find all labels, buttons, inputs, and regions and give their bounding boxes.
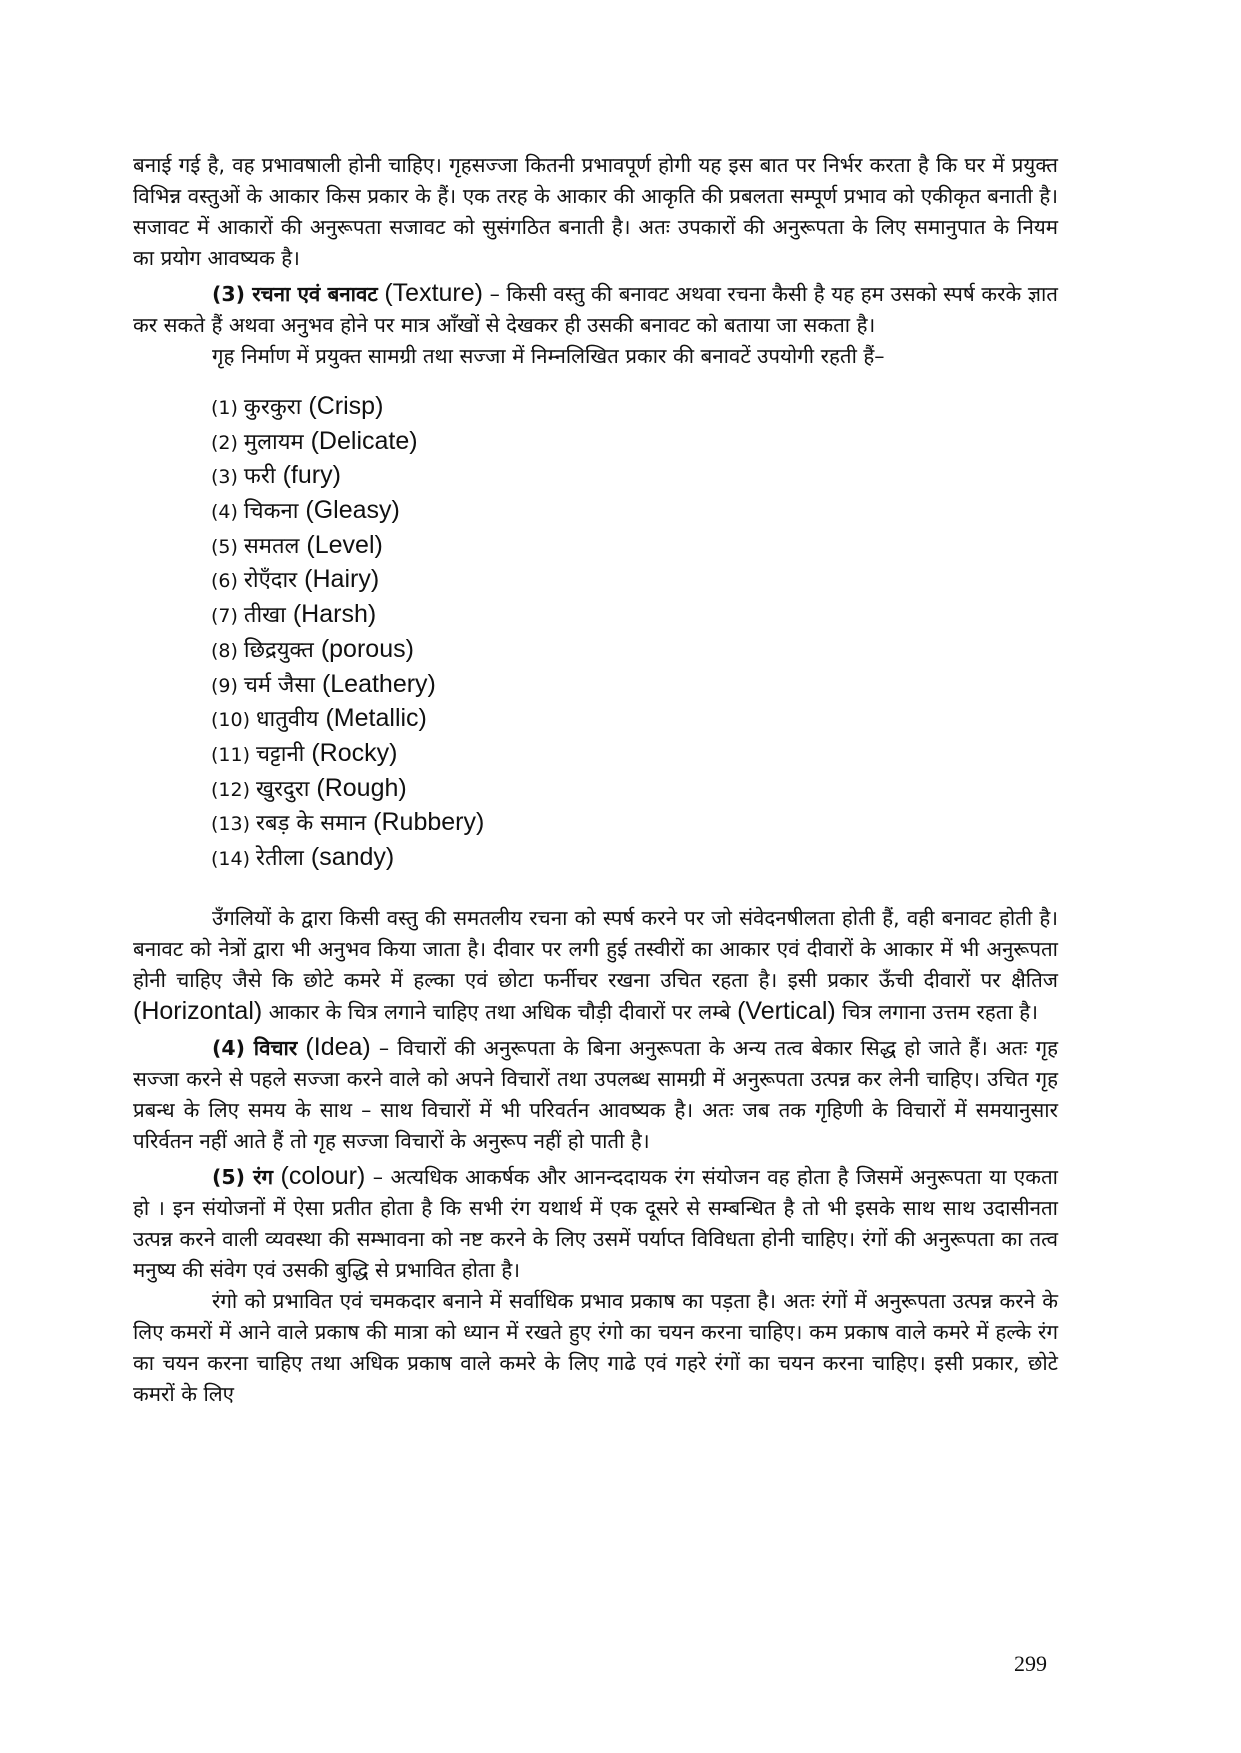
list-item: (8) छिद्रयुक्त (porous) [211, 634, 414, 663]
list-item: (7) तीखा (Harsh) [211, 600, 377, 629]
intro-paragraph: बनाई गई है, वह प्रभावषाली होनी चाहिए। गृहसज्जा कितनी प्रभावपूर्ण होगी यह इस बात पर निर्भर करता है कि घर में प्रयुक्त विभिन्न वस्तुओं के आकार किस प्रकार के हैं। एक तरह के आकार की आकृति की प्रबलता सम्पूर्ण प्रभाव को एकीकृत बनाती है। सजावट में आकारों की अनुरूपता सजावट को सुसंगठित बनाती है। अतः उपकारों की अनुरूपता के लिए समानुपात के नियम का प्रयोग आवष्यक है। [133, 153, 1058, 270]
list-item: (4) चिकना (Gleasy) [211, 496, 400, 525]
vertical-term: (Vertical) [737, 996, 836, 1025]
texture-heading-en: (Texture) [384, 279, 483, 307]
list-item: (9) चर्म जैसा (Leathery) [211, 669, 436, 698]
list-item: (6) रोएँदार (Hairy) [211, 565, 380, 594]
colour-paragraph-2: रंगो को प्रभावित एवं चमकदार बनाने में सर्वाधिक प्रभाव प्रकाष का पड़ता है। अतः रंगों में अनुरूपता उत्पन्न करने के लिए कमरों में आने वाले प्रकाष की मात्रा को ध्यान में रखते हुए रंगो का चयन करना चाहिए। कम प्रकाष वाले कमरे में हल्के रंग का चयन करना चाहिए तथा अधिक प्रकाष वाले कमरे के लिए गाढे एवं गहरे रंगों का चयन करना चाहिए। इसी प्रकार, छोटे कमरों के लिए [133, 1288, 1058, 1406]
list-item: (11) चट्टानी (Rocky) [211, 738, 398, 767]
fingers-paragraph: उँगलियों के द्वारा किसी वस्तु की समतलीय रचना को स्पर्ष करने पर जो संवेदनषीलता होती हैं, वही बनावट होती है। बनावट को नेत्रों द्वारा भी अनुभव किया जाता है। दीवार पर लगी हुई तस्वीरों का आकार एवं दीवारों के आकार में भी अनुरूपता होनी चाहिए जैसे कि छोटे कमरे में हल्का एवं छोटा फर्नीचर रखना उचित रहता है। इसी प्रकार ऊँची दीवारों पर क्षैतिज (Horizontal) आकार के चित्र लगाने चाहिए तथा अधिक चौड़ी दीवारों पर लम्बे (Vertical) चित्र लगाना उत्तम रहता है। [133, 905, 1058, 1025]
list-item: (2) मुलायम (Delicate) [211, 426, 418, 455]
idea-paragraph [133, 1032, 1058, 1157]
colour-heading: (5) रंग [212, 1164, 274, 1189]
colour-paragraph [133, 1161, 1058, 1286]
idea-text: – विचारों की अनुरूपता के बिना अनुरूपता के अन्य तत्व बेकार सिद्ध हो जाते हैं। अतः गृह सज्जा करने से पहले सज्जा करने वाले को अपने विचारों तथा उपलब्ध सामग्री में अनुरूपता उत्पन्न कर लेनी चाहिए। उचित गृह प्रबन्ध के लिए समय के साथ – साथ विचारों में भी परिवर्तन आवष्यक है। अतः जब तक गृहिणी के विचारों में समयानुसार परिर्वतन नहीं आते हैं तो गृह सज्जा विचारों के अनुरूप नहीं हो पाती है। [133, 1035, 1058, 1153]
page-body [133, 150, 1058, 1410]
list-item: (10) धातुवीय (Metallic) [211, 704, 427, 733]
idea-heading-en: (Idea) [305, 1032, 371, 1061]
texture-list-intro: गृह निर्माण में प्रयुक्त सामग्री तथा सज्जा में निम्नलिखित प्रकार की बनावटें उपयोगी रहती हैं– [212, 344, 885, 368]
idea-heading: (4) विचार [212, 1035, 298, 1060]
colour-heading-en: (colour) [280, 1161, 366, 1190]
list-item: (14) रेतीला (sandy) [211, 842, 395, 871]
horizontal-term: (Horizontal) [133, 996, 263, 1025]
list-item: (3) फरी (fury) [211, 461, 341, 490]
list-item: (1) कुरकुरा (Crisp) [211, 392, 384, 420]
texture-text: – किसी वस्तु की बनावट अथवा रचना कैसी है यह हम उसको स्पर्ष करके ज्ञात कर सकते हैं अथवा अनुभव होने पर मात्र आँखों से देखकर ही उसकी बनावट को बताया जा सकता है। [133, 282, 1058, 337]
list-item: (13) रबड़ के समान (Rubbery) [211, 808, 485, 837]
list-item: (5) समतल (Level) [211, 530, 383, 559]
texture-heading: (3) रचना एवं बनावट [212, 282, 378, 306]
page-number: 299 [1014, 1651, 1047, 1676]
list-item: (12) खुरदुरा (Rough) [211, 773, 407, 802]
texture-paragraph [133, 278, 1058, 341]
colour-text: – अत्यधिक आकर्षक और आनन्ददायक रंग संयोजन वह होता है जिसमें अनुरूपता या एकता हो । इन संयोजनों में ऐसा प्रतीत होता है कि सभी रंग यथार्थ में एक दूसरे से सम्बन्धित है तो भी इसके साथ साथ उदासीनता उत्पन्न करने वाली व्यवस्था की सम्भावना को नष्ट करने के लिए उसमें पर्याप्त विविधता होनी चाहिए। रंगों की अनुरूपता का तत्व मनुष्य की संवेग एवं उसकी बुद्धि से प्रभावित होता है। [133, 1164, 1058, 1282]
texture-list [133, 389, 1058, 875]
